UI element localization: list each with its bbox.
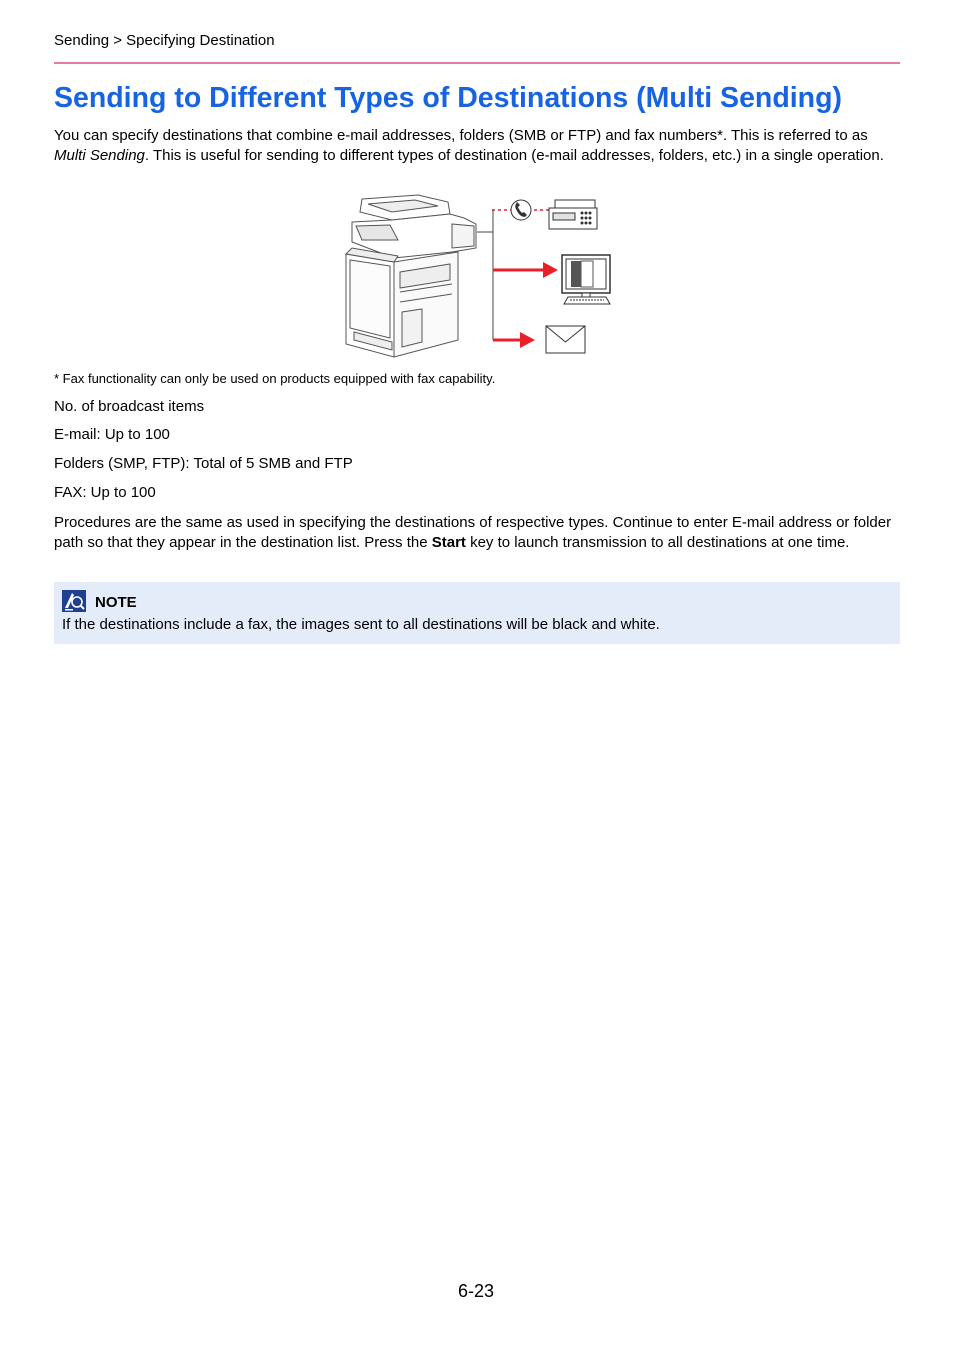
intro-term: Multi Sending (54, 146, 145, 164)
multi-sending-figure (340, 192, 620, 367)
start-key-label: Start (431, 533, 466, 551)
procedures-paragraph (54, 513, 900, 552)
footnote: * Fax functionality can only be used on products equipped with fax capability. (54, 371, 496, 386)
note-icon (62, 590, 86, 617)
header-divider (54, 62, 900, 64)
fax-machine-icon (549, 200, 597, 229)
note-text: If the destinations include a fax, the images sent to all destinations will be black and white. (62, 616, 660, 633)
envelope-icon (546, 326, 585, 353)
note-label: NOTE (95, 594, 137, 611)
procedures-text-2: key to launch transmission to all destinations at one time. (465, 533, 850, 551)
page-title: Sending to Different Types of Destinations (Multi Sending) (54, 82, 842, 114)
broadcast-item-fax: FAX: Up to 100 (54, 484, 156, 501)
intro-paragraph (54, 126, 900, 165)
phone-icon (511, 200, 531, 220)
breadcrumb: Sending > Specifying Destination (54, 32, 275, 49)
broadcast-item-email: E-mail: Up to 100 (54, 426, 170, 443)
mfp-printer-icon (346, 195, 476, 357)
procedures-text-1: Procedures are the same as used in specifying the destinations of respective types. Continue to enter E-mail address or folder path so that they appear in the destination list. Press the (54, 514, 892, 551)
note-box (54, 582, 900, 644)
computer-icon (562, 255, 610, 304)
intro-text-1: You can specify destinations that combine e-mail addresses, folders (SMB or FTP) and fax numbers*. This is referred to as (54, 127, 868, 144)
page-number: 6-23 (458, 1281, 495, 1301)
intro-text-2: . This is useful for sending to different types of destination (e-mail addresses, folders, etc.) in a single operation. (144, 146, 884, 164)
broadcast-heading: No. of broadcast items (54, 398, 205, 415)
broadcast-item-folders: Folders (SMP, FTP): Total of 5 SMB and FTP (54, 455, 353, 472)
